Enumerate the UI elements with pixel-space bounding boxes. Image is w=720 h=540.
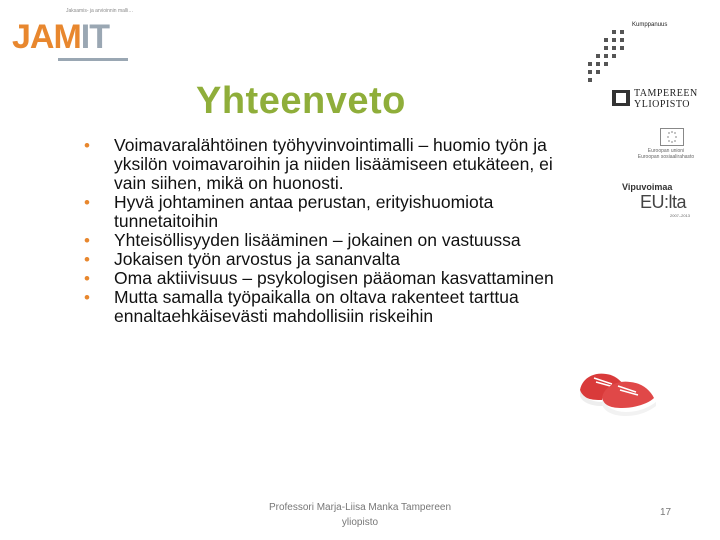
bullet-item bbox=[84, 288, 574, 326]
bullet-text: Yhteisöllisyyden lisääminen – jokainen on vastuussa bbox=[114, 230, 521, 250]
eu-logo-line1: Euroopan unioni bbox=[647, 148, 685, 154]
jamit-logo-subtitle: Jaksamis- ja arvioinnin malli… bbox=[66, 8, 134, 14]
bullet-item bbox=[84, 269, 574, 288]
page-number: 17 bbox=[660, 507, 672, 518]
eu-logo bbox=[630, 128, 700, 162]
bullet-icon: • bbox=[84, 136, 90, 155]
bullet-icon: • bbox=[84, 288, 90, 307]
bullet-text: Voimavaralähtöinen työhyvinvointimalli – huomio työn ja yksilön voimavaroihin ja niiden lisäämiseen etukäteen, ei vain siihen, mikä on huonosti. bbox=[114, 135, 553, 193]
jamit-logo bbox=[10, 6, 134, 66]
bullet-icon: • bbox=[84, 269, 90, 288]
university-name-line2: YLIOPISTO bbox=[634, 99, 690, 110]
eu-logo-text bbox=[630, 148, 702, 160]
vipuvoimaa-logo bbox=[622, 182, 702, 218]
bullet-item bbox=[84, 136, 574, 193]
eu-flag-icon bbox=[660, 128, 684, 146]
bullet-item bbox=[84, 193, 574, 231]
bullet-icon: • bbox=[84, 250, 90, 269]
red-shoes-illustration bbox=[572, 360, 662, 424]
eu-logo-line2: Euroopan sosiaalirahasto bbox=[637, 154, 695, 160]
university-name-line1: TAMPEREEN bbox=[634, 88, 698, 99]
bullet-text: Mutta samalla työpaikalla on oltava rakenteet tarttua ennaltaehkäisevästi mahdollisiin riskeihin bbox=[114, 287, 519, 326]
bullet-text: Jokaisen työn arvostus ja sananvalta bbox=[114, 249, 400, 269]
footer-presenter: Professori Marja-Liisa Manka Tampereen yliopisto bbox=[268, 502, 452, 528]
jamit-logo-wordmark: JAMIT bbox=[12, 18, 110, 56]
vipuvoimaa-label: Vipuvoimaa bbox=[622, 182, 673, 192]
bullet-text: Oma aktiivisuus – psykologisen pääoman kasvattaminen bbox=[114, 268, 554, 288]
bullet-item bbox=[84, 231, 574, 250]
partner-logo-small-text: Kumppanuus bbox=[632, 22, 668, 28]
dot-pattern-logo bbox=[588, 30, 628, 86]
eulta-label: EU:lta bbox=[640, 192, 687, 212]
slide-title: Yhteenveto bbox=[196, 80, 406, 122]
university-name bbox=[634, 88, 698, 110]
vipuvoimaa-years: 2007–2013 bbox=[670, 213, 691, 218]
bullet-item bbox=[84, 250, 574, 269]
bullet-text: Hyvä johtaminen antaa perustan, erityishuomiota tunnetaitoihin bbox=[114, 192, 494, 231]
bullet-content bbox=[84, 136, 574, 326]
bullet-icon: • bbox=[84, 193, 90, 212]
bullet-list bbox=[84, 136, 574, 326]
tampere-university-logo bbox=[612, 88, 700, 110]
bullet-icon: • bbox=[84, 231, 90, 250]
university-emblem-icon bbox=[612, 90, 630, 106]
jamit-logo-bar bbox=[58, 58, 128, 61]
